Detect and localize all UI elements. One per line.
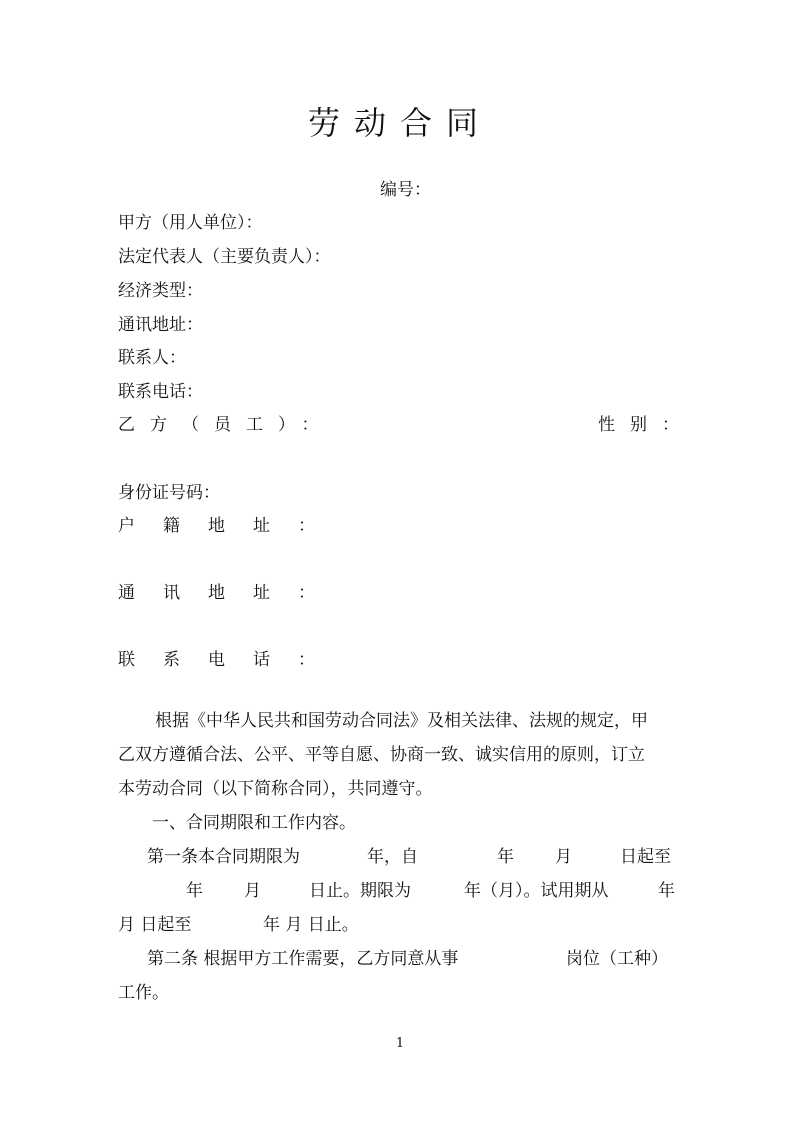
- article-1-text: 年，自: [367, 847, 418, 867]
- section-1-heading: 一、合同期限和工作内容。: [152, 813, 356, 833]
- party-b-phone-label: 联系电话：: [118, 650, 343, 670]
- page-number: 1: [395, 1036, 405, 1051]
- party-a-phone-label: 联系电话：: [118, 382, 203, 402]
- article-1-text: 第一条本合同期限为: [147, 847, 300, 867]
- preamble-line-1: 根据《中华人民共和国劳动合同法》及相关法律、法规的规定，甲: [155, 711, 648, 731]
- preamble-line-3: 本劳动合同（以下简称合同），共同遵守。: [118, 779, 433, 799]
- party-b-employee-label: 乙方（员工）：: [118, 415, 334, 435]
- article-1-text: 年（月）。试用期从: [464, 881, 609, 901]
- contract-number-label: 编号：: [380, 180, 431, 200]
- article-2-text: 第二条 根据甲方工作需要，乙方同意从事: [147, 949, 459, 969]
- article-1-text: 年: [658, 881, 675, 901]
- party-a-unit-label: 甲方（用人单位）：: [118, 213, 263, 233]
- article-1-text: 日起至: [620, 847, 671, 867]
- article-1-text: 年 月 日止。: [263, 915, 359, 935]
- article-2-text: 工作。: [118, 983, 169, 1003]
- document-title: 劳动合同: [307, 104, 492, 142]
- party-a-address-label: 通讯地址：: [118, 315, 203, 335]
- preamble-line-2: 乙双方遵循合法、公平、平等自愿、协商一致、诚实信用的原则，订立: [118, 745, 645, 765]
- party-a-contact-label: 联系人：: [118, 348, 186, 368]
- party-b-household-label: 户籍地址：: [118, 516, 343, 536]
- article-1-text: 月: [244, 881, 261, 901]
- article-1-text: 月: [555, 847, 572, 867]
- article-2-text: 岗位（工种）: [566, 949, 668, 969]
- party-a-type-label: 经济类型：: [118, 281, 203, 301]
- party-b-address-label: 通讯地址：: [118, 583, 343, 603]
- article-1-text: 日止。期限为: [309, 881, 411, 901]
- party-b-id-label: 身份证号码：: [118, 483, 220, 503]
- party-b-gender-label: 性别：: [598, 415, 694, 435]
- article-1-text: 年: [497, 847, 514, 867]
- article-1-text: 年: [186, 881, 203, 901]
- party-a-rep-label: 法定代表人（主要负责人）：: [118, 247, 331, 267]
- article-1-text: 月 日起至: [118, 915, 192, 935]
